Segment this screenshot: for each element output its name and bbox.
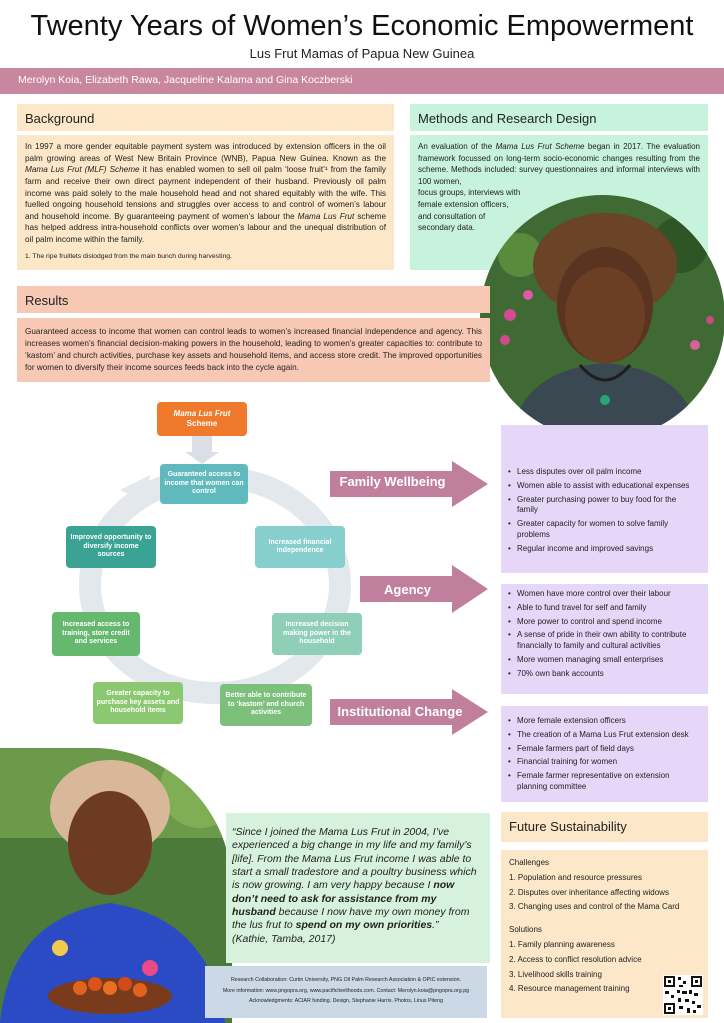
list-item: • Women have more control over their labour [517, 589, 698, 600]
scheme-label-1: Mama Lus Frut [173, 409, 231, 419]
results-body: Guaranteed access to income that women can control leads to women’s increased financial independence and agency. This increases women’s financial decision-making powers in the household, leading to women’s greater capacities to: contribute to ‘kastom’ and church activities, purchase key assets and household items, and access store credit. The improved opportunities for women to diversify their income sources feeds back into the cycle again. [17, 318, 490, 382]
methods-line-2: female extension officers, [418, 199, 509, 209]
list-item: • More women managing small enterprises [517, 655, 698, 666]
quote-text-2: because I now have my own money from the lus frut to [232, 905, 470, 932]
methods-text-2: began in 2017. The evaluation framework focussed on long-term socio-economic changes resulting from the scheme. Methods included: survey questionnaires and informal interviews with 100 women, [418, 142, 700, 186]
family-wellbeing-list [517, 467, 698, 555]
quote-text-3: .” [432, 919, 439, 932]
institutional-change-list [517, 716, 698, 793]
agency-list [517, 589, 698, 680]
solutions-label: Solutions [509, 925, 542, 935]
cycle-node-independence: Increased financial independence [255, 526, 345, 568]
list-item: • The creation of a Mama Lus Frut extension desk [517, 730, 698, 741]
list-item: • Financial training for women [517, 757, 698, 768]
list-item: • More female extension officers [517, 716, 698, 727]
background-text-2: it has enabled women to sell oil palm ‘loose fruit’¹ from the family farm and receive their own direct payment independent of their husband. Previously oil palm income was paid solely to the male household head and not shared equitably with the wife. This fuelled ongoing household tensions and struggles over access to and control of women’s labour and household income. By guaranteeing payment of women’s labour the [25, 165, 386, 221]
institutional-change-label: Institutional Change [337, 704, 463, 719]
credits-panel [205, 966, 487, 1018]
agency-box [501, 584, 708, 694]
list-item: • Able to fund travel for self and family [517, 603, 698, 614]
credits-line-1: Research Collaboration: Curtin University, PNG Oil Palm Research Association & OPIC extension. [230, 977, 462, 983]
cycle-node-assets: Greater capacity to purchase key assets and household items [93, 682, 183, 724]
family-wellbeing-box [501, 425, 708, 573]
results-heading: Results [17, 286, 490, 313]
challenges-label: Challenges [509, 858, 550, 867]
methods-line-3: and consultation of [418, 211, 486, 221]
list-item: • 70% own bank accounts [517, 669, 698, 680]
list-item: • A sense of pride in their own ability to contribute financially to family and cultural activities [517, 630, 698, 652]
family-wellbeing-label: Family Wellbeing [339, 474, 446, 489]
solution-item: 3. Livelihood skills training [509, 969, 602, 979]
agency-label: Agency [384, 582, 431, 597]
cycle-node-access: Guaranteed access to income that women can control [160, 464, 248, 504]
challenge-item: 1. Population and resource pressures [509, 872, 642, 882]
solution-item: 4. Resource management training [509, 984, 630, 994]
future-sustainability-heading: Future Sustainability [501, 812, 708, 842]
background-text-1: In 1997 a more gender equitable payment system was introduced by extension officers in the oil palm growing areas of West New Britain Province (WNB), Papua New Guinea. Known as the [25, 142, 386, 163]
credits-line-3: Acknowledgments: ACIAR funding. Design, Stephanie Harris. Photos, Linus Piteng [248, 998, 444, 1005]
solution-item: 2. Access to conflict resolution advice [509, 954, 642, 964]
photo-woman-holding-fruit [0, 748, 232, 1023]
qr-code-icon[interactable] [663, 975, 703, 1015]
challenge-item: 2. Disputes over inheritance affecting widows [509, 887, 669, 897]
background-emph-1: Mama Lus Frut (MLF) Scheme [25, 165, 140, 175]
testimonial-quote [232, 826, 482, 946]
authors: Merolyn Koia, Elizabeth Rawa, Jacqueline Kalama and Gina Koczberski [18, 74, 353, 86]
institutional-change-box [501, 706, 708, 802]
quote-emph-1: now don’t need to ask for assistance from my husband [232, 879, 455, 918]
challenge-item: 3. Changing uses and control of the Mama Card [509, 902, 680, 912]
methods-line-4: secondary data. [418, 223, 475, 233]
list-item: • Greater purchasing power to buy food for the family [517, 495, 698, 517]
poster-title: Twenty Years of Women’s Economic Empowerment [30, 10, 694, 42]
background-footnote: 1. The ripe fruitlets dislodged from the main bunch during harvesting. [25, 252, 232, 260]
list-item: • Female farmer representative on extension planning committee [517, 771, 698, 793]
list-item: • Greater capacity for women to solve family problems [517, 519, 698, 541]
quote-text-1: “Since I joined the Mama Lus Frut in 2004, I’ve experienced a big change in my life and my family’s [life]. From the Mama Lus Frut income I was able to start a small tradestore and a poultry business which is now growing. I am very happy because I [232, 826, 477, 892]
background-body [17, 135, 394, 270]
list-item: • More power to control and spend income [517, 617, 698, 628]
methods-heading: Methods and Research Design [410, 104, 708, 131]
list-item: • Less disputes over oil palm income [517, 467, 698, 478]
solution-item: 1. Family planning awareness [509, 939, 615, 949]
cycle-node-diversify: Improved opportunity to diversify income sources [66, 526, 156, 568]
methods-emph: Mama Lus Frut Scheme [495, 142, 585, 151]
list-item: • Female farmers part of field days [517, 744, 698, 755]
cycle-node-kastom: Better able to contribute to ‘kastom’ and church activities [220, 684, 312, 726]
credits-line-2: More information: www.pngopra.org, www.pacificlivelihoods.com. Contact: Merolyn.koia@pngopra.org.pg [222, 987, 470, 994]
cycle-node-decision: Increased decision making power in the household [272, 613, 362, 655]
portrait-photo-woman [480, 195, 724, 440]
methods-line-1: focus groups, interviews with [418, 188, 521, 198]
list-item: • Women able to assist with educational expenses [517, 481, 698, 492]
quote-citation: (Kathie, Tamba, 2017) [232, 932, 336, 945]
scheme-box [157, 402, 247, 436]
background-heading: Background [17, 104, 394, 131]
scheme-label-2: Scheme [186, 419, 218, 428]
background-text-3: scheme has helped address intra-household conflicts over women’s labour and the unequal distribution of oil palm income within the family. [25, 211, 386, 245]
methods-text-1: An evaluation of the [418, 142, 496, 151]
background-emph-2: Mama Lus Frut [297, 211, 355, 221]
list-item: • Regular income and improved savings [517, 544, 698, 555]
poster-subtitle: Lus Frut Mamas of Papua New Guinea [249, 46, 475, 61]
quote-emph-2: spend on my own priorities [295, 919, 433, 932]
cycle-node-training: Increased access to training, store credit and services [52, 612, 140, 656]
